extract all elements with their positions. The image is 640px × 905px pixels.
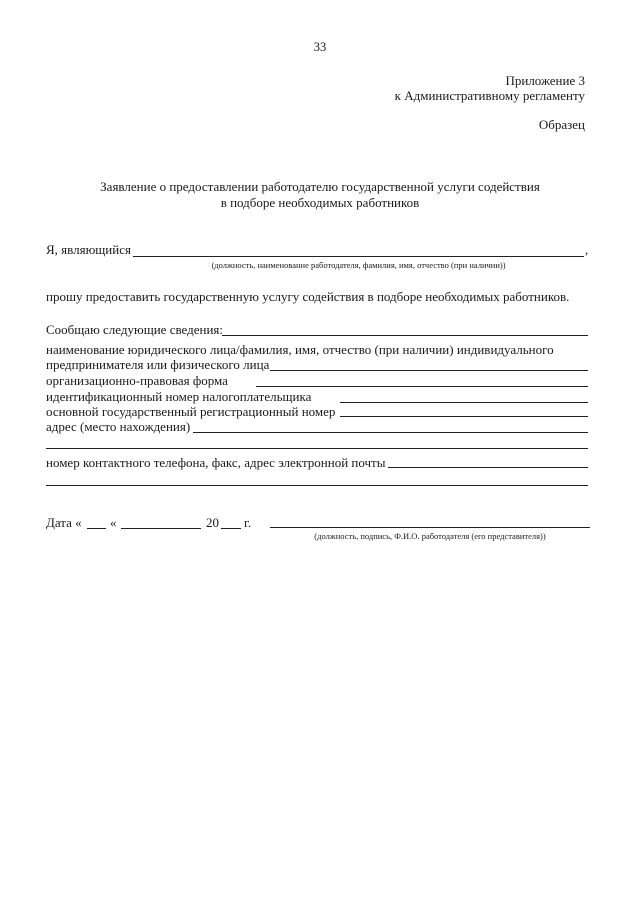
date-quote: « xyxy=(110,515,117,530)
date-year-prefix: 20 xyxy=(206,515,219,530)
address-field[interactable] xyxy=(193,432,588,433)
appendix-subtitle: к Административному регламенту xyxy=(394,88,585,103)
ogrn-label: основной государственный регистрационный номер xyxy=(46,404,336,419)
contacts-field[interactable] xyxy=(388,467,588,468)
applicant-hint: (должность, наименование работодателя, фамилия, имя, отчество (при наличии)) xyxy=(211,260,506,270)
document-title-line1: Заявление о предоставлении работодателю государственной услуги содействия xyxy=(100,179,540,194)
legal-form-field[interactable] xyxy=(256,386,588,387)
ogrn-field[interactable] xyxy=(340,416,588,417)
address-field-continued[interactable] xyxy=(46,448,588,449)
signature-field[interactable] xyxy=(270,527,590,528)
appendix-title: Приложение 3 xyxy=(505,73,585,88)
address-label: адрес (место нахождения) xyxy=(46,419,191,434)
applicant-field[interactable] xyxy=(133,256,584,257)
org-name-field[interactable] xyxy=(270,370,588,371)
document-title-line2: в подборе необходимых работников xyxy=(220,195,420,210)
date-year-suffix: г. xyxy=(244,515,252,530)
contacts-field-continued[interactable] xyxy=(46,485,588,486)
inn-label: идентификационный номер налогоплательщика xyxy=(46,389,312,404)
info-intro: Сообщаю следующие сведения: xyxy=(46,322,224,337)
legal-form-label: организационно-правовая форма xyxy=(46,373,228,388)
date-day-field[interactable] xyxy=(87,528,106,529)
inn-field[interactable] xyxy=(340,402,588,403)
request-text: прошу предоставить государственную услугу содействия в подборе необходимых работников. xyxy=(46,289,570,304)
org-name-label-line1: наименование юридического лица/фамилия, имя, отчество (при наличии) индивидуального xyxy=(46,342,554,357)
page-number: 33 xyxy=(313,40,327,54)
org-name-label-line2: предпринимателя или физического лица xyxy=(46,357,270,372)
date-month-field[interactable] xyxy=(121,528,201,529)
date-label: Дата « xyxy=(46,515,82,530)
contacts-label: номер контактного телефона, факс, адрес электронной почты xyxy=(46,455,386,470)
applicant-comma: , xyxy=(585,242,589,257)
date-year-field[interactable] xyxy=(221,528,241,529)
sample-label: Образец xyxy=(538,117,585,132)
applicant-label: Я, являющийся xyxy=(46,242,131,257)
info-intro-field[interactable] xyxy=(222,335,588,336)
signature-hint: (должность, подпись, Ф.И.О. работодателя (его представителя)) xyxy=(314,531,546,541)
